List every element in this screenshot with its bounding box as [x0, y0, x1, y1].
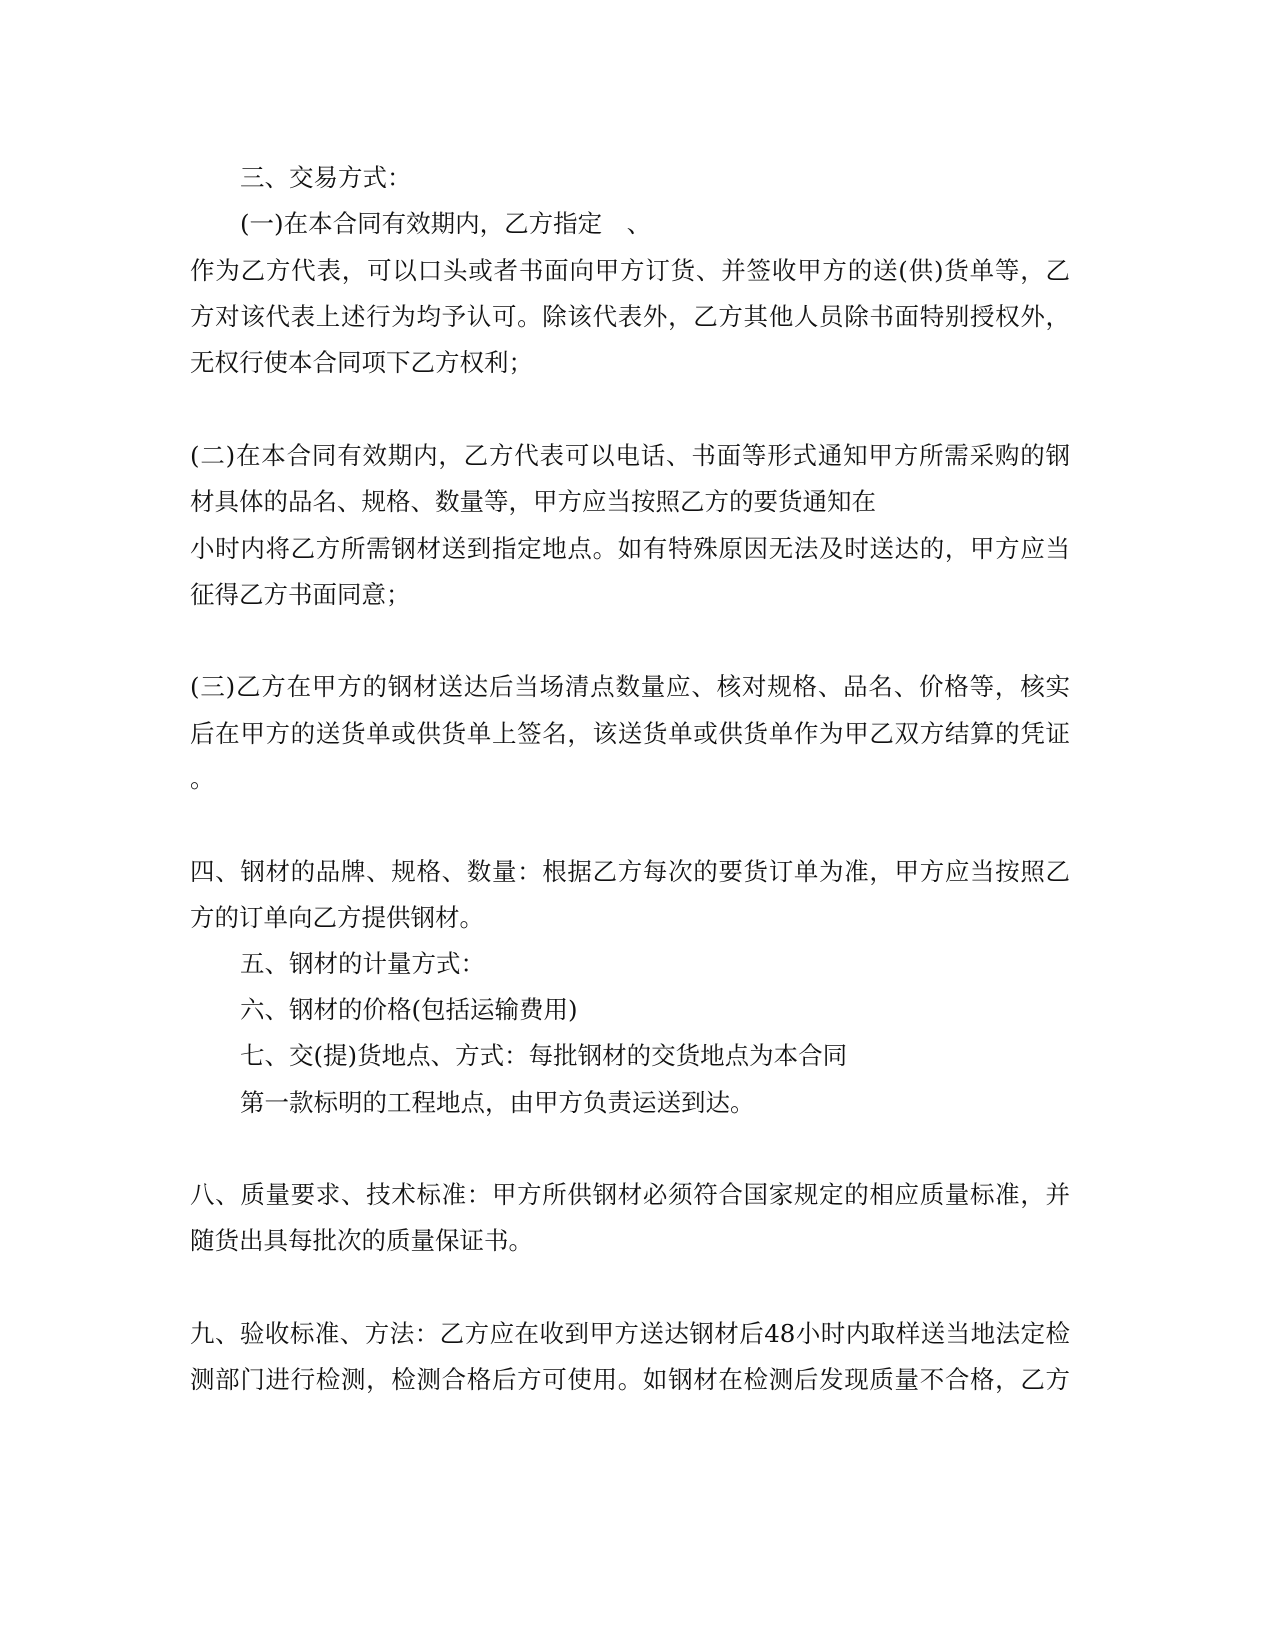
section-6-heading: 六、钢材的价格(包括运输费用) [240, 995, 578, 1024]
section-9-line: 九、验收标准、方法：乙方应在收到甲方送达钢材后48小时内取样送当地法定检 [190, 1319, 1070, 1348]
section-9-line: 测部门进行检测，检测合格后方可使用。如钢材在检测后发现质量不合格，乙方 [190, 1365, 1070, 1394]
section-4-line: 方的订单向乙方提供钢材。 [190, 903, 484, 932]
clause-2-line: (二)在本合同有效期内，乙方代表可以电话、书面等形式通知甲方所需采购的钢 [190, 441, 1070, 470]
section-7-line: 第一款标明的工程地点，由甲方负责运送到达。 [240, 1088, 755, 1117]
clause-3-line: (三)乙方在甲方的钢材送达后当场清点数量应、核对规格、品名、价格等，核实 [190, 672, 1070, 701]
section-4-line: 四、钢材的品牌、规格、数量：根据乙方每次的要货订单为准，甲方应当按照乙 [190, 857, 1070, 886]
clause-1-line: 方对该代表上述行为均予认可。除该代表外，乙方其他人员除书面特别授权外， [190, 302, 1070, 331]
clause-2-line: 征得乙方书面同意； [190, 580, 411, 609]
clause-2-line: 小时内将乙方所需钢材送到指定地点。如有特殊原因无法及时送达的，甲方应当 [190, 534, 1070, 563]
clause-2-line: 材具体的品名、规格、数量等，甲方应当按照乙方的要货通知在 [190, 487, 876, 516]
clause-1-line: 作为乙方代表，可以口头或者书面向甲方订货、并签收甲方的送(供)货单等，乙 [190, 256, 1070, 285]
section-7-line: 七、交(提)货地点、方式：每批钢材的交货地点为本合同 [240, 1041, 848, 1070]
clause-1-line: (一)在本合同有效期内，乙方指定 、 [240, 209, 652, 238]
clause-1-line: 无权行使本合同项下乙方权利； [190, 348, 533, 377]
section-heading-trade-method: 三、交易方式： [240, 163, 412, 192]
section-8-line: 八、质量要求、技术标准：甲方所供钢材必须符合国家规定的相应质量标准，并 [190, 1180, 1070, 1209]
clause-3-line: 。 [190, 764, 215, 793]
section-5-heading: 五、钢材的计量方式： [240, 949, 485, 978]
clause-3-line: 后在甲方的送货单或供货单上签名，该送货单或供货单作为甲乙双方结算的凭证 [190, 719, 1070, 748]
section-8-line: 随货出具每批次的质量保证书。 [190, 1226, 533, 1255]
